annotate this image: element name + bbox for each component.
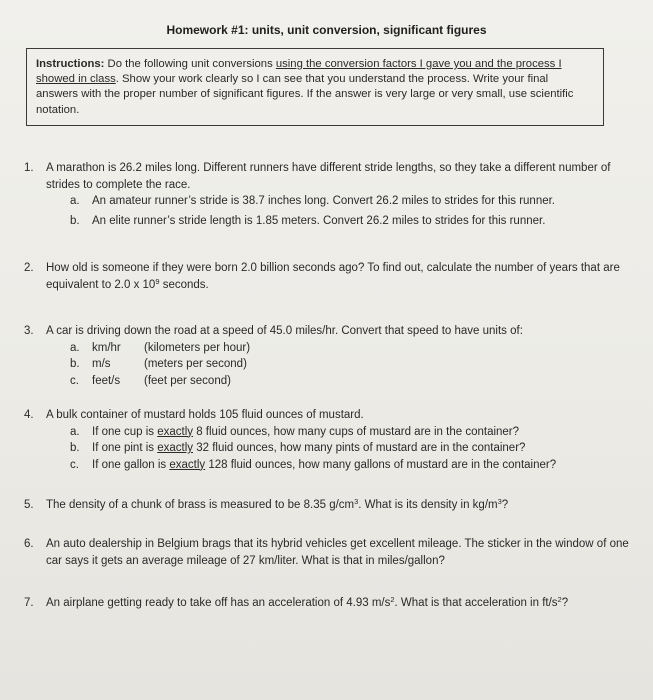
instructions-text-2: . Show your work clearly so I can see that you understand the process. Write your final answers with the proper number of significant figures. If the answer is very large or very small, use scientific notation. (36, 73, 574, 116)
question-number: 3. (24, 325, 34, 337)
subquestion-c (70, 457, 636, 474)
instructions-label: Instructions: (36, 58, 105, 70)
emphasis-exactly: exactly (157, 442, 194, 454)
subquestion-b (70, 356, 636, 373)
instructions-text-1: Do the following unit conversions (104, 58, 276, 70)
question-6 (24, 536, 636, 569)
subquestion-a (70, 193, 636, 210)
question-text-part: ? (561, 597, 569, 609)
subquestion-text: If one cup is (92, 425, 158, 438)
question-text (46, 260, 636, 293)
subquestion-label: a. (70, 425, 80, 438)
question-text: A marathon is 26.2 miles long. Different runners have different stride lengths, so they take a different number of strides to complete the race. (46, 162, 611, 191)
subquestion-label: b. (70, 442, 80, 454)
subquestion-text: An amateur runner’s stride is 38.7 inches long. Convert 26.2 miles to strides for this runner. (92, 195, 555, 207)
question-number: 7. (24, 597, 34, 609)
question-text: An auto dealership in Belgium brags that its hybrid vehicles get excellent mileage. The sticker in the window of one car says it gets an average mileage of 27 km/liter. What is that in miles/gallon? (46, 538, 629, 567)
unit-label: feet/s (92, 374, 121, 387)
unit-description: (meters per second) (144, 358, 247, 370)
question-text-part: . What is that acceleration in ft/s (394, 597, 558, 609)
question-number: 5. (24, 499, 34, 511)
page-title: Homework #1: units, unit conversion, significant figures (166, 23, 487, 37)
subquestion-text: 32 fluid ounces, how many pints of mustard are in the container? (193, 442, 526, 454)
subquestion-text: If one gallon is (92, 458, 170, 471)
exponent: 3 (497, 497, 502, 506)
emphasis-exactly: exactly (169, 458, 206, 471)
question-text (46, 497, 636, 514)
question-number: 6. (24, 538, 34, 550)
exponent: 9 (155, 276, 160, 286)
subquestion-b (70, 440, 636, 457)
unit-label: m/s (92, 358, 111, 370)
instructions-underlined: using the conversion factors I gave you and the process I showed in class (36, 58, 562, 86)
subquestion-label: c. (70, 458, 79, 471)
unit-description: (feet per second) (144, 374, 231, 387)
question-text-part: seconds. (159, 278, 209, 291)
emphasis-exactly: exactly (157, 425, 194, 438)
exponent: 2 (557, 595, 562, 604)
question-3 (24, 323, 636, 389)
subquestion-a (70, 340, 636, 357)
subquestion-label: a. (70, 341, 80, 354)
question-number: 4. (24, 409, 34, 421)
question-5 (24, 497, 636, 514)
subquestion-text: An elite runner’s stride length is 1.85 meters. Convert 26.2 miles to strides for this runner. (92, 214, 546, 227)
subquestion-text: If one pint is (92, 442, 158, 454)
question-text (46, 595, 636, 612)
subquestion-text: 128 fluid ounces, how many gallons of mustard are in the container? (205, 458, 557, 471)
exponent: 3 (354, 497, 359, 506)
question-text-part: . What is its density in kg/m (358, 499, 498, 511)
subquestion-label: c. (70, 374, 79, 387)
question-text: A car is driving down the road at a speed of 45.0 miles/hr. Convert that speed to have units of: (46, 325, 523, 337)
exponent: 2 (390, 595, 395, 604)
question-text-part: How old is someone if they were born 2.0 billion seconds ago? To find out, calculate the number of years that are equivalent to 2.0 x 10 (46, 262, 620, 291)
unit-description: (kilometers per hour) (144, 341, 251, 354)
question-2 (24, 260, 636, 293)
question-text: A bulk container of mustard holds 105 fluid ounces of mustard. (46, 409, 364, 421)
question-7 (24, 595, 636, 612)
subquestion-text: 8 fluid ounces, how many cups of mustard are in the container? (193, 425, 520, 438)
question-text-part: ? (501, 499, 509, 511)
question-number: 1. (24, 162, 34, 174)
subquestion-c (70, 373, 636, 390)
question-1 (24, 160, 636, 229)
question-number: 2. (24, 262, 34, 274)
subquestion-label: b. (70, 214, 80, 227)
question-text-part: The density of a chunk of brass is measured to be 8.35 g/cm (46, 499, 355, 511)
instructions-box (26, 48, 604, 126)
question-text-part: An airplane getting ready to take off has an acceleration of 4.93 m/s (46, 597, 391, 609)
question-4 (24, 407, 636, 473)
subquestion-label: a. (70, 195, 80, 207)
subquestion-b (70, 213, 636, 230)
unit-label: km/hr (92, 341, 121, 354)
subquestion-a (70, 424, 636, 441)
subquestion-label: b. (70, 358, 80, 370)
